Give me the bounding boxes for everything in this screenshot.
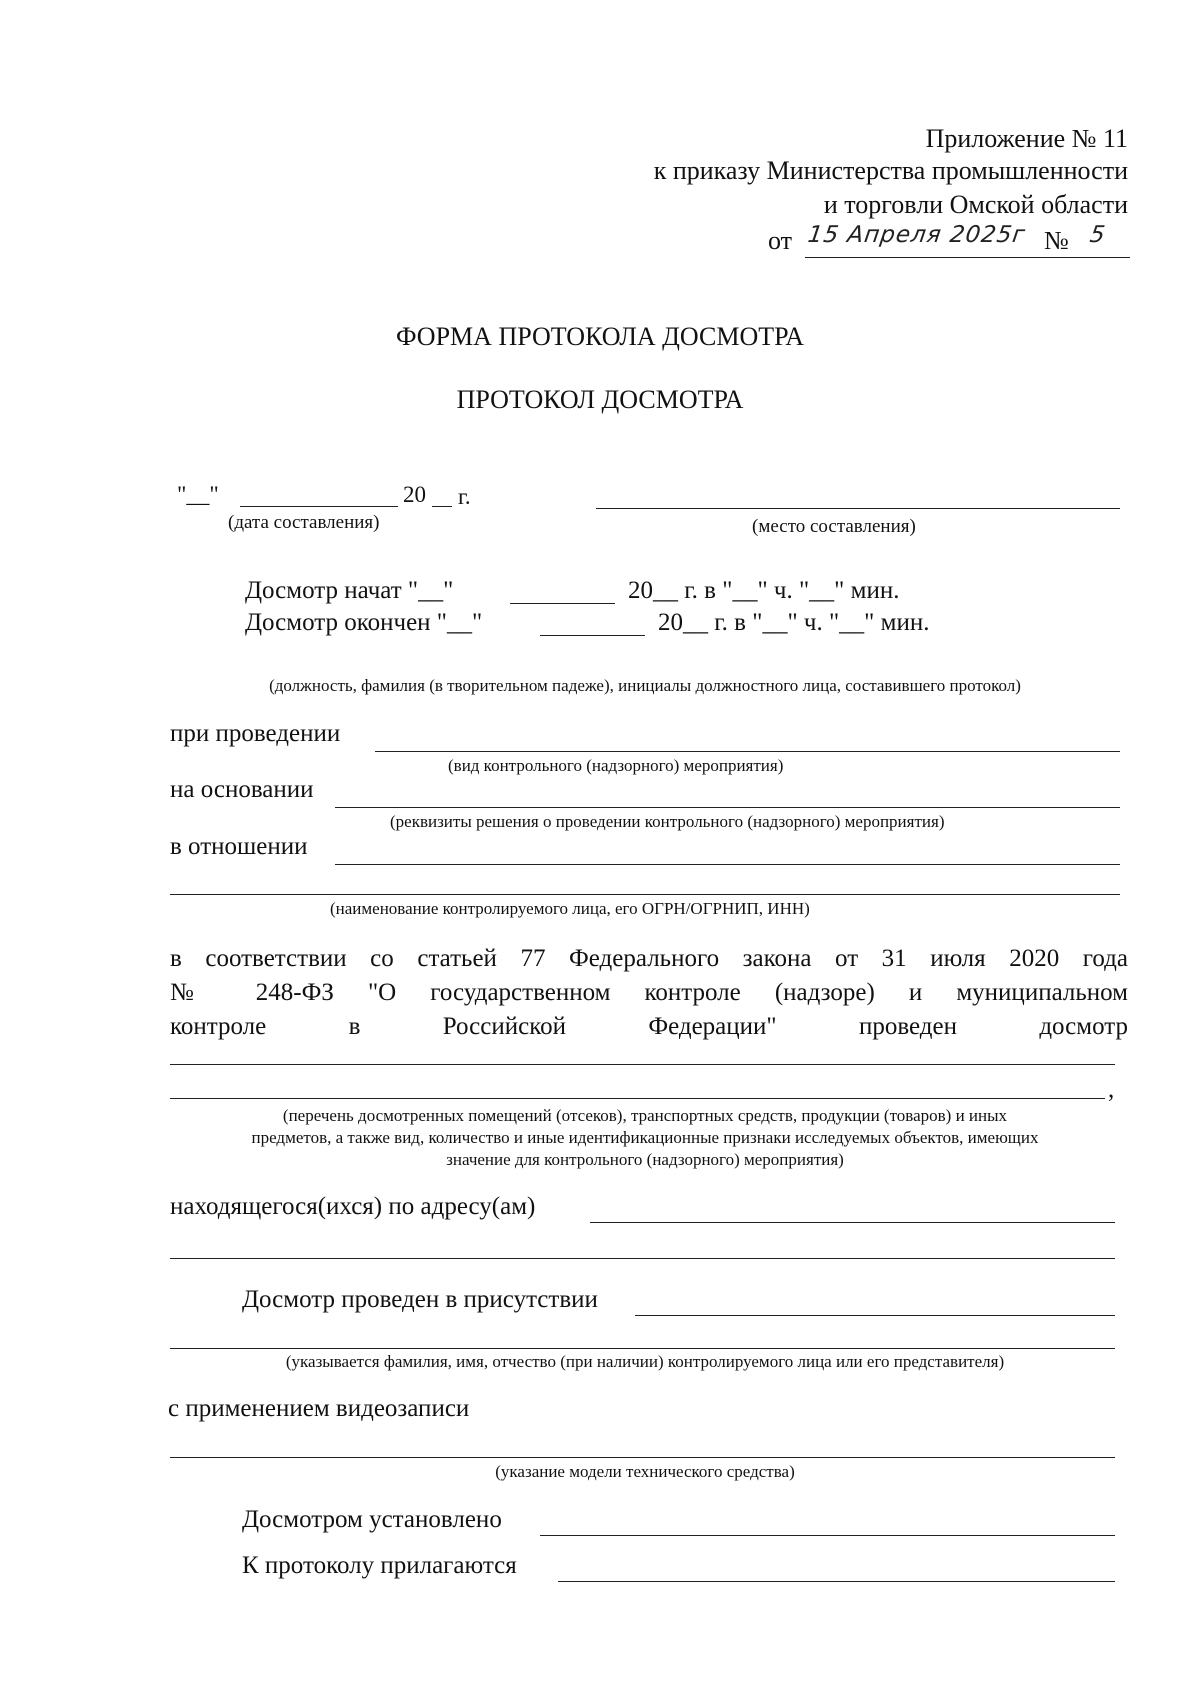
- date-caption: (дата составления): [228, 512, 380, 533]
- date-year-line: [432, 506, 452, 507]
- order-number-label: №: [1044, 226, 1069, 255]
- law-paragraph-line-1: в соответствии со статьей 77 Федерального закона от 31 июля 2020 года: [170, 945, 1128, 972]
- inspection-start-time: 20__ г. в "__" ч. "__" мин.: [628, 577, 900, 604]
- objects-caption-line-3: значение для контрольного (надзорного) мероприятия): [446, 1150, 844, 1169]
- video-label: с применением видеозаписи: [168, 1395, 470, 1422]
- address-line-1: [590, 1222, 1115, 1223]
- protocol-title: ПРОТОКОЛ ДОСМОТРА: [456, 385, 744, 414]
- objects-caption-line-1: (перечень досмотренных помещений (отсеков), транспортных средств, продукции (товаров) и иных: [282, 1106, 1008, 1125]
- order-from-label: от: [768, 226, 793, 255]
- order-date-underline: [805, 257, 1130, 258]
- established-line: [540, 1535, 1115, 1536]
- start-month-line: [510, 603, 615, 604]
- date-year-prefix: 20: [403, 482, 426, 507]
- basis-label: на основании: [170, 776, 314, 803]
- law-paragraph-line-2: № 248-ФЗ "О государственном контроле (надзоре) и муниципальном: [170, 979, 1128, 1006]
- objects-caption-line-2: предметов, а также вид, количество и иные идентификационные признаки исследуемых объектов, имеющих: [251, 1128, 1039, 1147]
- inspection-end-time: 20__ г. в "__" ч. "__" мин.: [658, 609, 930, 636]
- presence-line-1: [635, 1315, 1115, 1316]
- regarding-caption: (наименование контролируемого лица, его ОГРН/ОГРНИП, ИНН): [330, 899, 810, 918]
- place-line: [596, 508, 1120, 509]
- objects-line-1: [170, 1064, 1115, 1065]
- presence-line-2: [170, 1348, 1115, 1349]
- order-ministry-line: к приказу Министерства промышленности: [653, 156, 1128, 185]
- attached-line: [558, 1581, 1115, 1582]
- video-line: [170, 1457, 1115, 1458]
- date-month-line: [240, 506, 398, 507]
- regarding-label: в отношении: [170, 833, 308, 860]
- objects-trailing-comma: ,: [1108, 1076, 1115, 1103]
- basis-caption: (реквизиты решения о проведении контрольного (надзорного) мероприятия): [390, 812, 945, 831]
- address-line-2: [170, 1258, 1115, 1259]
- during-label: при проведении: [170, 720, 341, 747]
- appendix-number: Приложение № 11: [925, 124, 1128, 153]
- established-label: Досмотром установлено: [242, 1506, 502, 1533]
- regarding-line-2: [170, 894, 1120, 895]
- law-paragraph-line-3: контроле в Российской Федерации" проведен досмотр: [170, 1013, 1128, 1040]
- address-label: находящегося(ихся) по адресу(ам): [170, 1193, 536, 1220]
- inspection-start-label: Досмотр начат "__": [245, 577, 454, 604]
- video-caption: (указание модели технического средства): [495, 1462, 795, 1481]
- basis-line: [335, 807, 1120, 808]
- official-caption: (должность, фамилия (в творительном падеже), инициалы должностного лица, составившего протокол): [269, 676, 1021, 695]
- order-number-handwritten: 5: [1088, 222, 1108, 248]
- presence-caption: (указывается фамилия, имя, отчество (при наличии) контролируемого лица или его представителя): [285, 1352, 1005, 1371]
- presence-label: Досмотр проведен в присутствии: [242, 1286, 598, 1313]
- objects-line-2: [170, 1098, 1105, 1099]
- inspection-end-label: Досмотр окончен "__": [245, 609, 483, 636]
- during-line: [375, 751, 1120, 752]
- form-title: ФОРМА ПРОТОКОЛА ДОСМОТРА: [395, 322, 805, 351]
- end-month-line: [540, 635, 645, 636]
- date-day-quotes: "__": [177, 482, 219, 507]
- place-caption: (место составления): [752, 516, 916, 537]
- attached-label: К протоколу прилагаются: [242, 1552, 517, 1579]
- date-year-suffix: г.: [458, 484, 471, 509]
- order-date-handwritten: 15 Апреля 2025г: [806, 222, 1028, 248]
- law-paragraph: [170, 942, 1128, 1044]
- during-caption: (вид контрольного (надзорного) мероприятия): [448, 756, 784, 775]
- regarding-line-1: [335, 864, 1120, 865]
- order-region-line: и торговли Омской области: [823, 190, 1128, 219]
